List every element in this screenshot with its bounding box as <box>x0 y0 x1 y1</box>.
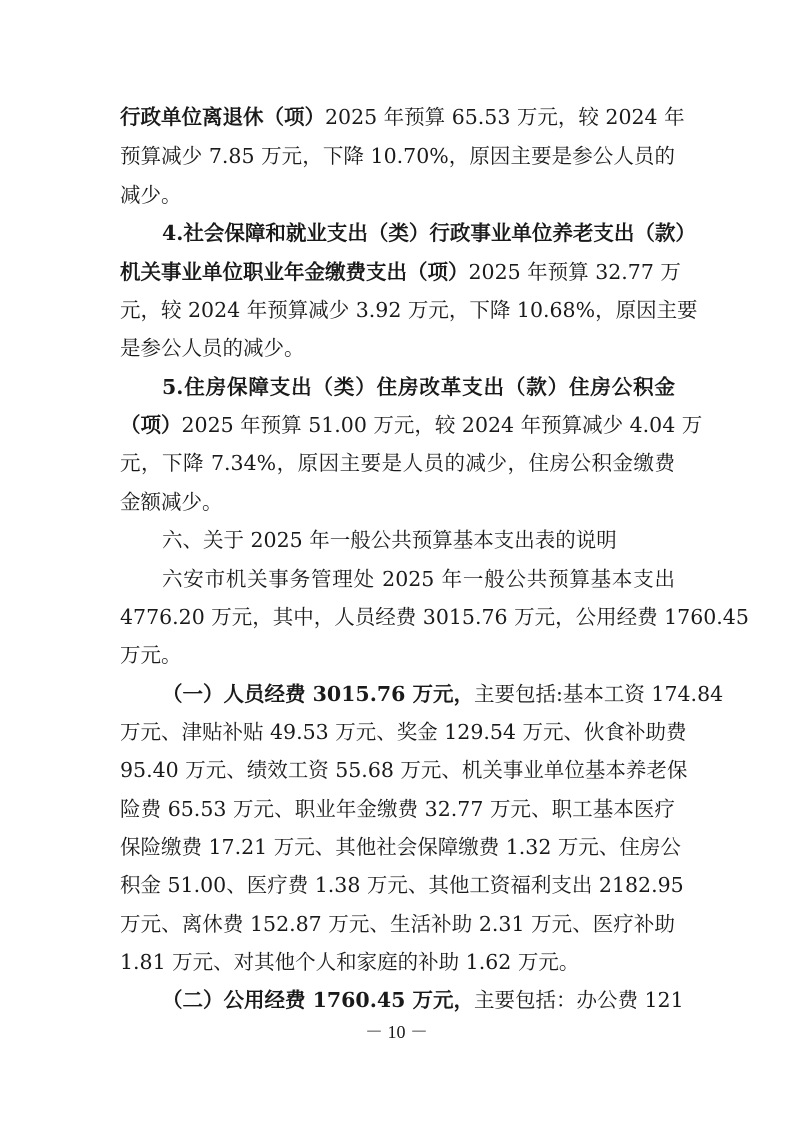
paragraph-line <box>120 292 698 328</box>
paragraph-line <box>120 445 675 481</box>
body-text: 4776.20 万元，其中，人员经费 3015.76 万元，公用经费 1760.45 <box>120 605 749 629</box>
bold-text: 行政单位离退休（项） <box>120 105 325 129</box>
body-text: 万元、津贴补贴 49.53 万元、奖金 129.54 万元、伙食补助费 <box>120 720 687 744</box>
body-text: 1.81 万元、对其他个人和家庭的补助 1.62 万元。 <box>120 950 580 974</box>
paragraph-line <box>162 215 696 251</box>
paragraph-line <box>120 599 749 635</box>
body-text: 减少。 <box>120 183 182 207</box>
paragraph-line <box>120 906 675 942</box>
paragraph-line <box>120 752 688 788</box>
bold-text: 5.住房保障支出（类）住房改革支出（款）住房公积金 <box>162 375 675 399</box>
paragraph-line <box>162 676 724 712</box>
body-text: 是参公人员的减少。 <box>120 336 305 360</box>
paragraph-line <box>120 791 675 827</box>
paragraph-line <box>120 177 675 213</box>
paragraph-line <box>120 867 684 903</box>
bold-text: （一）人员经费 3015.76 万元， <box>162 682 474 706</box>
body-text: 2025 年预算 32.77 万 <box>468 260 681 284</box>
paragraph-line <box>162 561 675 597</box>
paragraph-line <box>120 330 675 366</box>
bold-text: （项） <box>120 413 182 437</box>
paragraph-line <box>120 829 681 865</box>
body-text: 元，较 2024 年预算减少 3.92 万元，下降 10.68%，原因主要 <box>120 298 698 322</box>
bold-text: （二）公用经费 1760.45 万元， <box>162 988 474 1012</box>
paragraph-line <box>120 407 703 443</box>
section-heading <box>162 522 675 558</box>
paragraph-line <box>162 369 675 405</box>
page-number: － 10 － <box>365 1022 428 1042</box>
paragraph-line <box>120 99 685 135</box>
body-text: 万元、离休费 152.87 万元、生活补助 2.31 万元、医疗补助 <box>120 912 675 936</box>
body-text: 万元。 <box>120 643 182 667</box>
body-text: 险费 65.53 万元、职业年金缴费 32.77 万元、职工基本医疗 <box>120 797 675 821</box>
body-text: 主要包括：办公费 121 <box>474 988 684 1012</box>
body-text: 金额减少。 <box>120 490 223 514</box>
body-text: 2025 年预算 51.00 万元，较 2024 年预算减少 4.04 万 <box>181 413 703 437</box>
paragraph-line <box>162 982 684 1018</box>
paragraph-line <box>120 637 675 673</box>
paragraph-line <box>120 254 681 290</box>
body-text: 积金 51.00、医疗费 1.38 万元、其他工资福利支出 2182.95 <box>120 873 684 897</box>
body-text: 保险缴费 17.21 万元、其他社会保障缴费 1.32 万元、住房公 <box>120 835 681 859</box>
bold-text: 机关事业单位职业年金缴费支出（项） <box>120 260 469 284</box>
paragraph-line <box>120 944 675 980</box>
bold-text: 4.社会保障和就业支出（类）行政事业单位养老支出（款） <box>162 221 696 245</box>
body-text: 2025 年预算 65.53 万元，较 2024 年 <box>325 105 685 129</box>
body-text: 95.40 万元、绩效工资 55.68 万元、机关事业单位基本养老保 <box>120 758 688 782</box>
body-text: 六安市机关事务管理处 2025 年一般公共预算基本支出 <box>162 567 675 591</box>
paragraph-line <box>120 714 687 750</box>
paragraph-line <box>120 484 675 520</box>
body-text: 主要包括:基本工资 174.84 <box>474 682 724 706</box>
body-text: 六、关于 2025 年一般公共预算基本支出表的说明 <box>162 528 617 552</box>
body-text: 预算减少 7.85 万元，下降 10.70%，原因主要是参公人员的 <box>120 144 675 168</box>
body-text: 元，下降 7.34%，原因主要是人员的减少，住房公积金缴费 <box>120 451 675 475</box>
paragraph-line <box>120 138 675 174</box>
